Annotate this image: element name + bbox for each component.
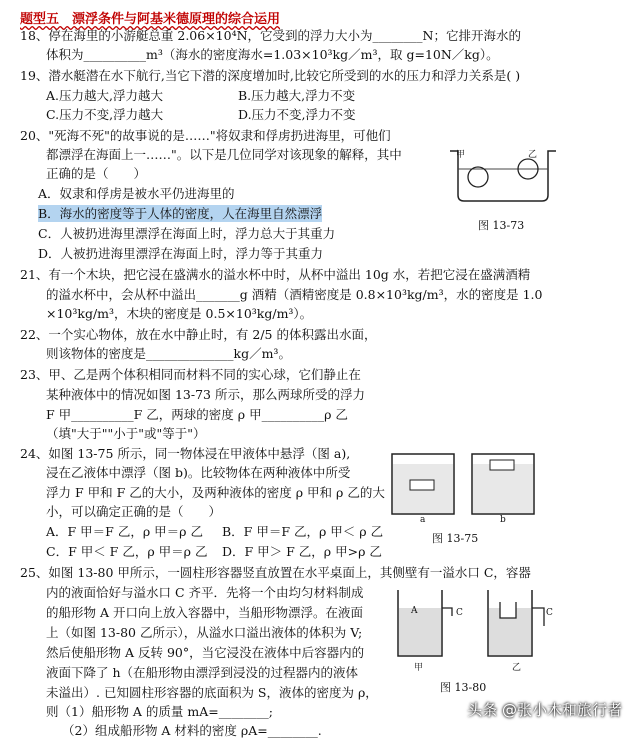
q19-line1: 19、潜水艇潜在水下航行,当它下潜的深度增加时,比较它所受到的水的压力和浮力关系是( ) [20, 68, 521, 83]
q20-option-d: D．人被扔进海里漂浮在海面上时，浮力等于其重力 [38, 246, 324, 261]
fig80-label-c2: C [546, 608, 553, 618]
q24-line2: 浸在乙液体中漂浮（图 b)。比较物体在两种液体中所受 [46, 465, 351, 480]
q18-line2: 体积为__________m³（海水的密度海水=1.03×10³kg／m³，取 g=10N／kg）。 [46, 47, 499, 62]
q25-line9: （2）组成船形物 A 材料的密度 ρA=________. [62, 723, 322, 738]
q22-line1: 22、一个实心物体，放在水中静止时，有 2/5 的体积露出水面， [20, 327, 377, 342]
q22-line2: 则该物体的密度是______________kg／m³。 [46, 346, 291, 361]
q20-line1: 20、"死海不死"的故事说的是……"将奴隶和俘虏扔进海里，可他们 [20, 128, 391, 143]
q24-line4: 小，可以确定正确的是（ ） [46, 504, 222, 519]
fig80-label-jia: 甲 [414, 663, 424, 673]
q23-line1: 23、甲、乙是两个体积相同而材料不同的实心球，它们静止在 [20, 367, 361, 382]
fig80-label-a: A [411, 606, 418, 616]
fig80-label-yi: 乙 [512, 663, 522, 673]
q25-line1: 25、如图 13-80 甲所示，一圆柱形容器竖直放置在水平桌面上，其侧壁有一溢水口 C，容器 [20, 565, 531, 580]
watermark: 头条 @张小木和旅行者 [467, 701, 622, 719]
q20-option-b-highlighted[interactable]: B．海水的密度等于人体的密度，人在海里自然漂浮 [38, 206, 323, 221]
q25-line2: 内的液面恰好与溢水口 C 齐平．先将一个由均匀材料制成 [46, 585, 364, 600]
q19-option-d: D.压力不变,浮力不变 [238, 107, 356, 122]
q25-line8: 则（1）船形物 A 的质量 mA=________; [46, 704, 273, 719]
fig73-caption: 图 13-73 [478, 219, 525, 232]
fig73-label-jia: 甲 [456, 150, 466, 160]
q25-line5: 然后使船形物 A 反转 90°，当它浸没在液体中后容器内的 [46, 645, 365, 660]
q21-line1: 21、有一个木块，把它浸在盛满水的溢水杯中时，从杯中溢出 10g 水，若把它浸在盛满酒精 [20, 267, 531, 282]
figure-13-75 [388, 442, 538, 520]
q25-line7: 未溢出）. 已知圆柱形容器的底面积为 S，液体的密度为 ρ， [46, 685, 378, 700]
fig75-caption: 图 13-75 [432, 532, 479, 545]
q19-option-b: B.压力越大,浮力不变 [238, 88, 356, 103]
q21-line2: 的溢水杯中，会从杯中溢出_______g 酒精（酒精密度是 0.8×10³kg/m³，水的密度是 1.0 [46, 287, 543, 302]
q23-line4: （填"大于""小于"或"等于"） [46, 426, 206, 441]
q19-option-c: C.压力不变,浮力越大 [46, 107, 164, 122]
q20-option-a: A．奴隶和俘虏是被水平仍进海里的 [38, 186, 235, 201]
fig75-label-a: a [420, 515, 426, 525]
figure-13-80 [392, 586, 562, 666]
fig80-label-c1: C [456, 608, 463, 618]
fig80-caption: 图 13-80 [440, 681, 487, 694]
q24-option-c: C．F 甲＜ F 乙，ρ 甲＝ρ 乙 [46, 544, 208, 559]
q23-line3: F 甲__________F 乙，两球的密度 ρ 甲__________ρ 乙 [46, 407, 348, 422]
q20-line2: 都漂浮在海面上一……"。以下是几位同学对该现象的解释，其中 [46, 147, 402, 162]
q18-line1: 18、停在海里的小游艇总重 2.06×10⁴N，它受到的浮力大小为________N；它排开海水的 [20, 28, 521, 43]
fig73-label-yi: 乙 [528, 150, 538, 160]
q20-line3: 正确的是（ ） [46, 166, 147, 181]
q20-option-c: C．人被扔进海里漂浮在海面上时，浮力总大于其重力 [38, 226, 336, 241]
q24-option-a: A．F 甲＝F 乙，ρ 甲＝ρ 乙 [46, 524, 203, 539]
q24-line3: 浮力 F 甲和 F 乙的大小，及两种液体的密度 ρ 甲和 ρ 乙的大 [46, 485, 385, 500]
q19-option-a: A.压力越大,浮力越大 [46, 88, 163, 103]
q23-line2: 某种液体中的情况如图 13-73 所示，那么两球所受的浮力 [46, 387, 365, 402]
q24-line1: 24、如图 13-75 所示，同一物体浸在甲液体中悬浮（图 a), [20, 446, 351, 461]
q25-line6: 液面下降了 h（在船形物由漂浮到浸没的过程器内的液体 [46, 665, 359, 680]
fig75-label-b: b [500, 515, 506, 525]
q25-line3: 的船形物 A 开口向上放入容器中，当船形物漂浮。在液面 [46, 605, 363, 620]
q25-line4: 上（如图 13-80 乙所示），从溢水口溢出液体的体积为 V; [46, 625, 363, 640]
q21-line3: ×10³kg/m³，木块的密度是 0.5×10³kg/m³）。 [46, 306, 313, 321]
q24-option-d: D．F 甲＞ F 乙，ρ 甲>ρ 乙 [222, 544, 382, 559]
section-title: 题型五 漂浮条件与阿基米德原理的综合运用 [20, 12, 281, 27]
q24-option-b: B．F 甲＝F 乙，ρ 甲＜ ρ 乙 [222, 524, 384, 539]
